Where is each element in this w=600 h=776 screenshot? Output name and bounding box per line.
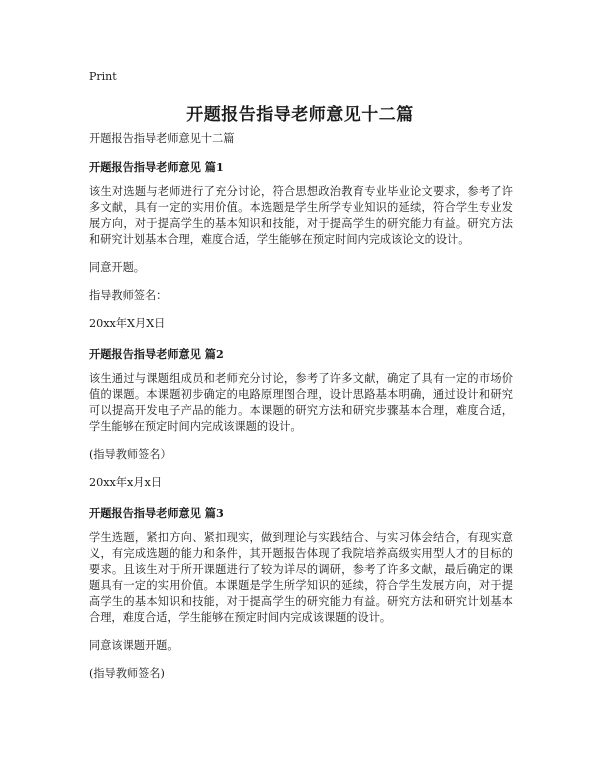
approval-line-3: 同意该课题开题。 <box>89 639 179 652</box>
document-subtitle: 开题报告指导老师意见十二篇 <box>89 132 235 145</box>
section-body-2: 该生通过与课题组成员和老师充分讨论，参考了许多文献，确定了具有一定的市场价值的课题。本课题初步确定的电路原理图合理，设计思路基本明确，通过设计和研究可以提高开发电子产品的能力。本课题的研究方法和研究步骤基本合理，难度合适，学生能够在预定时间内完成该课题的设计。 <box>89 372 513 433</box>
date-line-1: 20xx年X月X日 <box>89 317 166 330</box>
section-heading-1: 开题报告指导老师意见 篇1 <box>89 160 224 174</box>
signature-line-3: (指导教师签名) <box>89 667 165 680</box>
section-heading-2: 开题报告指导老师意见 篇2 <box>89 347 224 361</box>
section-heading-3: 开题报告指导老师意见 篇3 <box>89 506 224 520</box>
print-label[interactable]: Print <box>89 70 117 83</box>
document-body <box>89 131 513 694</box>
page-title: 开题报告指导老师意见十二篇 <box>186 105 414 125</box>
section-body-3: 学生选题，紧扣方向、紧扣现实，做到理论与实践结合、与实习体会结合，有现实意义，有完成选题的能力和条件，其开题报告体现了我院培养高级实用型人才的目标的要求。且该生对于所开课题进行了较为详尽的调研，参考了许多文献，最后确定的课题具有一定的实用价值。本课题是学生所学知识的延续，符合学生发展方向，对于提高学生的基本知识和技能，对于提高学生的研究能力有益。研究方法和研究计划基本合理，难度合适，学生能够在预定时间内完成该课题的设计。 <box>89 531 513 624</box>
signature-line-1: 指导教师签名： <box>89 289 168 302</box>
date-line-2: 20xx年x月x日 <box>89 476 163 489</box>
section-body-1: 该生对选题与老师进行了充分讨论，符合思想政治教育专业毕业论文要求，参考了许多文献，具有一定的实用价值。本选题是学生所学专业知识的延续，符合学生专业发展方向，对于提高学生的基本知识和技能，对于提高学生的研究能力有益。研究方法和研究计划基本合理，难度合适，学生能够在预定时间内完成该论文的设计。 <box>89 185 513 246</box>
signature-line-2: (指导教师签名） <box>89 448 172 461</box>
approval-line-1: 同意开题。 <box>89 261 145 274</box>
